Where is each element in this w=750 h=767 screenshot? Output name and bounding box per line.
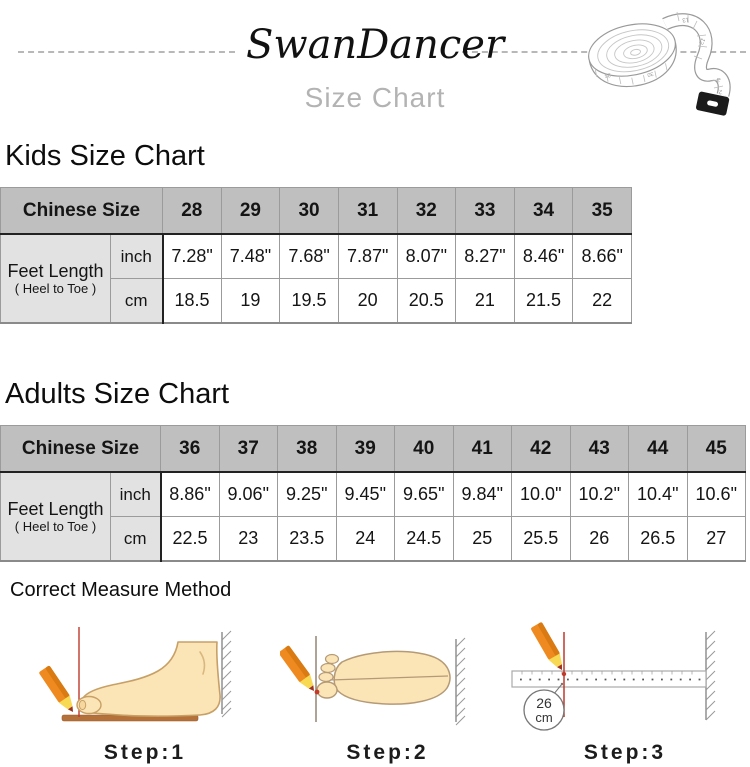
inch-value-cell: 10.0": [512, 472, 571, 517]
svg-text:3: 3: [716, 75, 721, 83]
foot-top-shape: [317, 651, 450, 704]
kids-corner-header: Chinese Size: [1, 188, 163, 235]
foot-side-shape: [77, 642, 220, 716]
pencil-icon: [39, 665, 79, 715]
inch-value-cell: 7.68": [280, 234, 339, 279]
size-header-cell: 34: [514, 188, 573, 235]
inch-value-cell: 8.66": [573, 234, 632, 279]
step-3-figure: [500, 614, 750, 765]
kids-header-row: [1, 188, 632, 235]
wall-hatch-icon: [456, 638, 465, 725]
pencil-icon: [280, 645, 319, 695]
unit-cell: cm: [111, 517, 161, 562]
wall-hatch-icon: [222, 631, 231, 717]
kids-inch-row: [1, 234, 632, 279]
size-header-cell: 43: [570, 426, 629, 473]
size-header-cell: 29: [221, 188, 280, 235]
adults-cm-row: [1, 517, 746, 562]
size-header-cell: 44: [629, 426, 688, 473]
ruler-body: [512, 671, 706, 687]
size-header-cell: 41: [453, 426, 512, 473]
inch-value-cell: 7.87": [338, 234, 397, 279]
foot-top-view-icon: [280, 614, 495, 734]
cm-value-cell: 18.5: [163, 279, 222, 324]
cm-value-cell: 27: [687, 517, 746, 562]
measure-method-title: Correct Measure Method: [10, 579, 232, 601]
cm-value-cell: 25.5: [512, 517, 571, 562]
ruler-icon: [500, 614, 750, 734]
kids-chart-title: Kids Size Chart: [5, 140, 205, 172]
cm-value-cell: 21.5: [514, 279, 573, 324]
inch-value-cell: 10.2": [570, 472, 629, 517]
cm-value-cell: 19: [221, 279, 280, 324]
cm-value-cell: 26.5: [629, 517, 688, 562]
callout-unit: cm: [535, 710, 553, 725]
inch-value-cell: 9.84": [453, 472, 512, 517]
cm-value-cell: 20: [338, 279, 397, 324]
cm-value-cell: 23: [219, 517, 278, 562]
cm-value-cell: 23.5: [278, 517, 337, 562]
header: [0, 0, 750, 130]
inch-value-cell: 8.07": [397, 234, 456, 279]
step-1-figure: [30, 614, 260, 765]
size-header-cell: 39: [336, 426, 395, 473]
size-header-cell: 36: [161, 426, 220, 473]
brand-logo: SwanDancer: [245, 22, 505, 68]
inch-value-cell: 7.48": [221, 234, 280, 279]
inch-value-cell: 8.86": [161, 472, 220, 517]
unit-cell: inch: [111, 234, 163, 279]
unit-cell: cm: [111, 279, 163, 324]
size-header-cell: 45: [687, 426, 746, 473]
kids-size-table: [0, 187, 632, 324]
inch-value-cell: 9.65": [395, 472, 454, 517]
step-3-label: Step:3: [583, 741, 667, 764]
inch-value-cell: 10.4": [629, 472, 688, 517]
adults-corner-header: Chinese Size: [1, 426, 161, 473]
size-header-cell: 30: [280, 188, 339, 235]
cm-value-cell: 22: [573, 279, 632, 324]
pencil-icon: [530, 622, 567, 674]
step-2-figure: [280, 614, 495, 765]
inch-value-cell: 9.25": [278, 472, 337, 517]
size-header-cell: 40: [395, 426, 454, 473]
measure-steps: [0, 614, 750, 765]
cm-value-cell: 24: [336, 517, 395, 562]
wall-hatch-icon: [706, 631, 715, 720]
svg-text:2: 2: [718, 87, 723, 95]
cm-value-cell: 26: [570, 517, 629, 562]
size-header-cell: 42: [512, 426, 571, 473]
size-header-cell: 33: [456, 188, 515, 235]
feet-length-label-cell: Feet Length ( Heel to Toe ): [1, 472, 111, 561]
step-1-label: Step:1: [103, 741, 187, 764]
adults-header-row: [1, 426, 746, 473]
size-header-cell: 32: [397, 188, 456, 235]
svg-text:12: 12: [697, 36, 706, 46]
measuring-tape-icon: [560, 2, 750, 130]
feet-length-label-cell: Feet Length ( Heel to Toe ): [1, 234, 111, 323]
adults-chart-title: Adults Size Chart: [5, 378, 230, 410]
size-header-cell: 38: [278, 426, 337, 473]
inch-value-cell: 8.27": [456, 234, 515, 279]
cm-value-cell: 20.5: [397, 279, 456, 324]
cm-value-cell: 24.5: [395, 517, 454, 562]
pencil-mark-dot: [562, 672, 566, 676]
inch-value-cell: 10.6": [687, 472, 746, 517]
adults-size-table: [0, 425, 746, 562]
cm-value-cell: 25: [453, 517, 512, 562]
svg-text:30: 30: [646, 70, 654, 78]
svg-text:13: 13: [681, 15, 690, 23]
length-callout-badge: [524, 683, 564, 730]
inch-value-cell: 8.46": [514, 234, 573, 279]
step-2-label: Step:2: [346, 741, 429, 764]
inch-value-cell: 9.06": [219, 472, 278, 517]
size-header-cell: 35: [573, 188, 632, 235]
svg-text:25: 25: [604, 71, 612, 79]
pencil-mark-dot: [315, 690, 320, 695]
size-chart-subtitle: Size Chart: [304, 82, 446, 113]
inch-value-cell: 7.28": [163, 234, 222, 279]
cm-value-cell: 21: [456, 279, 515, 324]
inch-value-cell: 9.45": [336, 472, 395, 517]
cm-value-cell: 22.5: [161, 517, 220, 562]
callout-value: 26: [536, 695, 552, 711]
foot-side-view-icon: [30, 614, 260, 734]
cm-value-cell: 19.5: [280, 279, 339, 324]
size-header-cell: 37: [219, 426, 278, 473]
size-header-cell: 31: [338, 188, 397, 235]
adults-inch-row: [1, 472, 746, 517]
size-header-cell: 28: [163, 188, 222, 235]
unit-cell: inch: [111, 472, 161, 517]
